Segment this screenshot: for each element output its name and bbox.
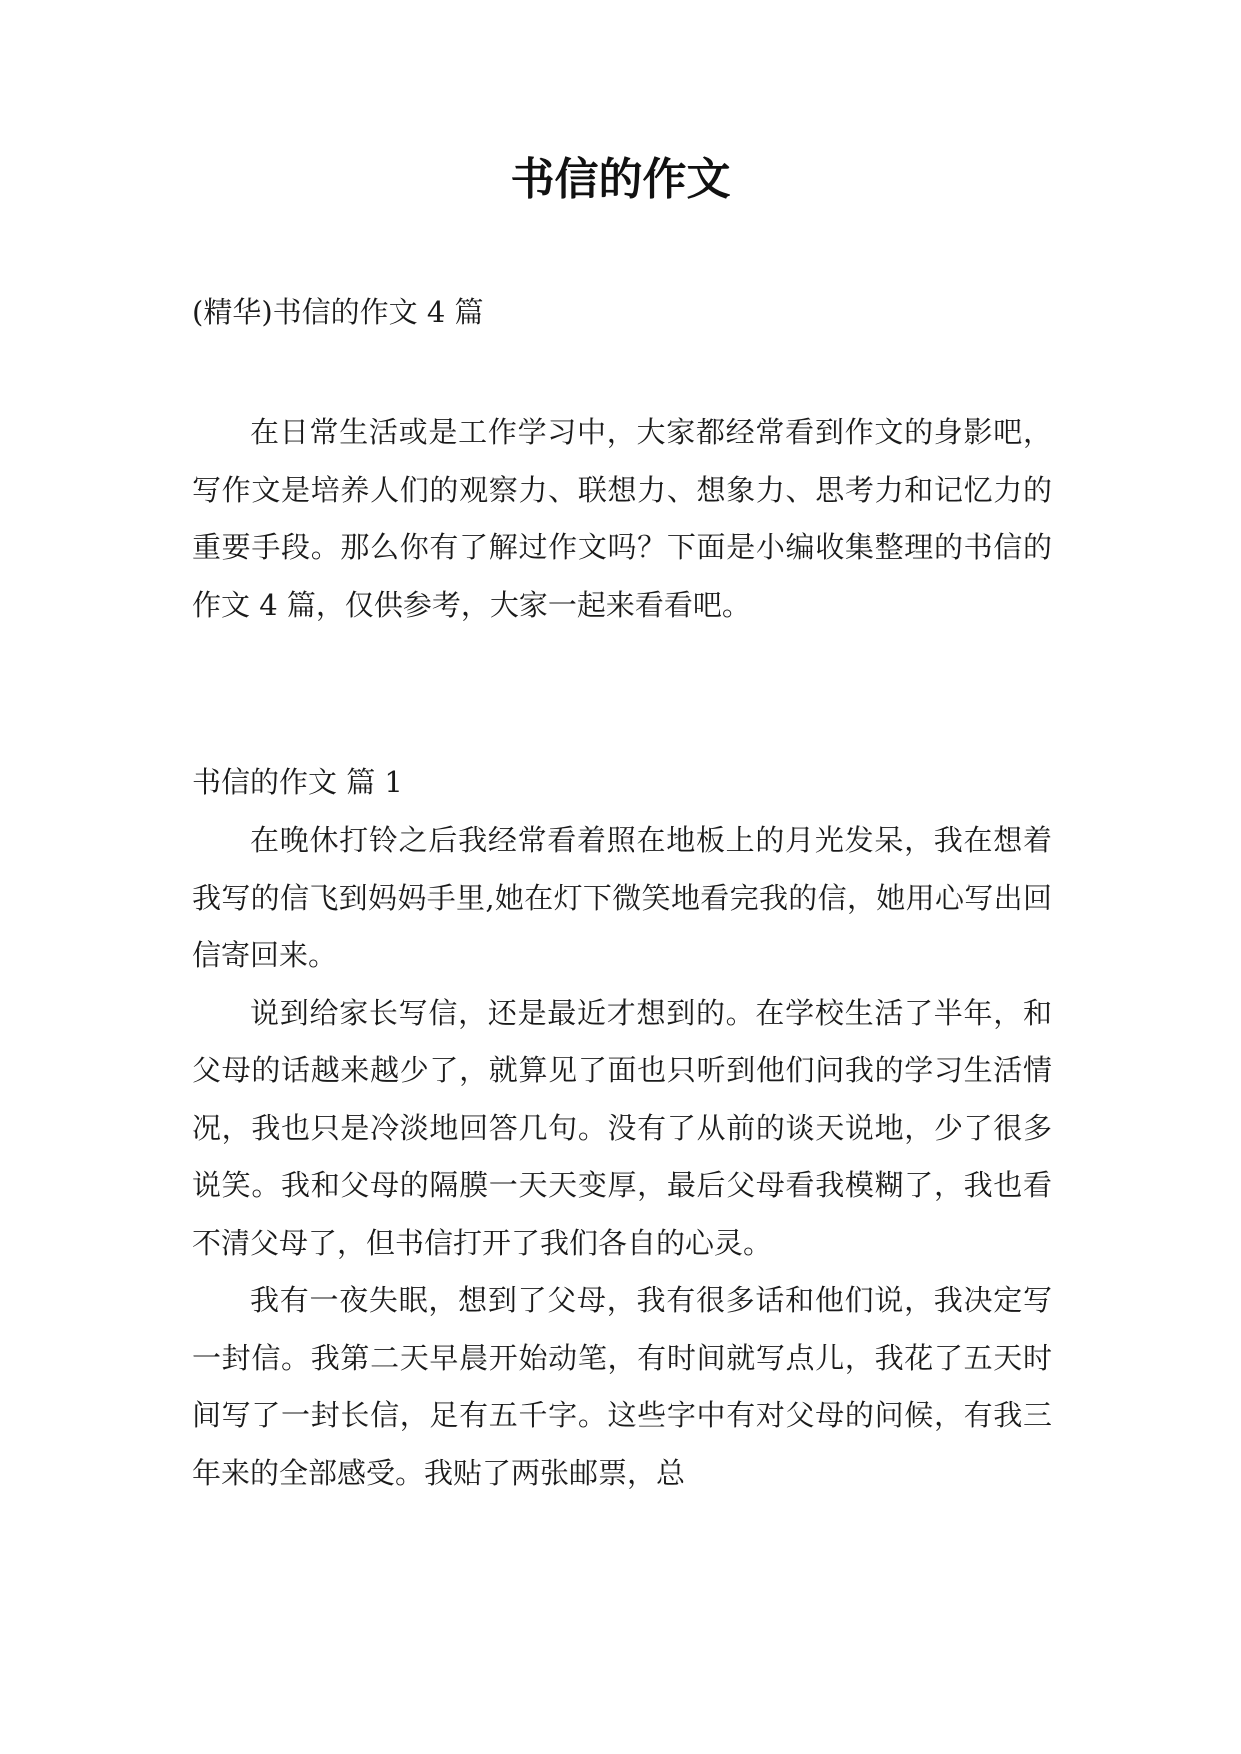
document-title: 书信的作文 [510, 154, 731, 205]
body-paragraph: 在晚休打铃之后我经常看着照在地板上的月光发呆，我在想着我写的信飞到妈妈手里,她在灯下微笑地看完我的信，她用心写出回信寄回来。 [192, 823, 1052, 972]
body-paragraph: 说到给家长写信，还是最近才想到的。在学校生活了半年，和父母的话越来越少了，就算见了面也只听到他们问我的学习生活情况，我也只是冷淡地回答几句。没有了从前的谈天说地，少了很多说笑。我和父母的隔膜一天天变厚，最后父母看我模糊了，我也看不清父母了，但书信打开了我们各自的心灵。 [192, 995, 1052, 1260]
section-heading: 书信的作文 篇 1 [192, 765, 403, 799]
document-subtitle: (精华)书信的作文 4 篇 [192, 295, 484, 329]
intro-block [192, 404, 1052, 634]
intro-paragraph: 在日常生活或是工作学习中，大家都经常看到作文的身影吧，写作文是培养人们的观察力、联想力、想象力、思考力和记忆力的重要手段。那么你有了解过作文吗？下面是小编收集整理的书信的作文 4 篇，仅供参考，大家一起来看看吧。 [192, 415, 1052, 622]
section-body [192, 812, 1052, 1502]
body-paragraph: 我有一夜失眠，想到了父母，我有很多话和他们说，我决定写一封信。我第二天早晨开始动笔，有时间就写点儿，我花了五天时间写了一封长信，足有五千字。这些字中有对父母的问候，有我三年来的全部感受。我贴了两张邮票，总 [192, 1283, 1052, 1490]
